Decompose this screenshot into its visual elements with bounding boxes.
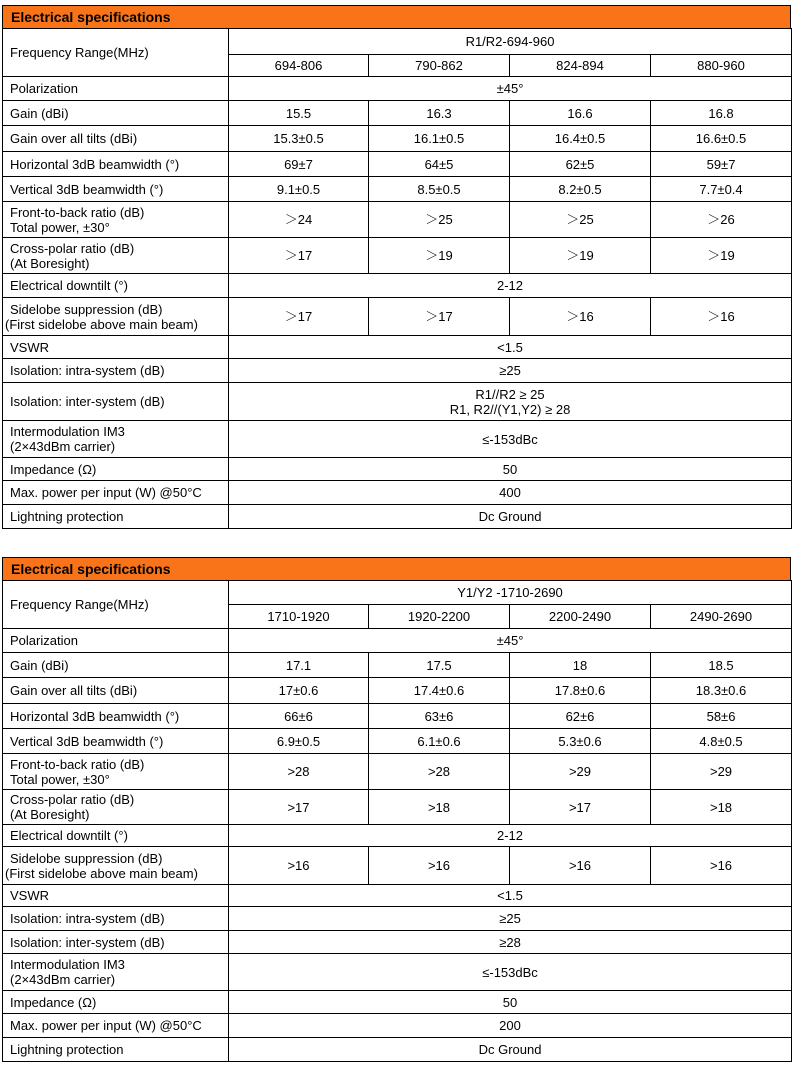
lightning-value: Dc Ground bbox=[229, 505, 792, 529]
im3-value: ≤-153dBc bbox=[229, 954, 792, 991]
spec-table-1 bbox=[2, 5, 791, 529]
sidelobe-cell: >16 bbox=[229, 847, 369, 885]
sidelobe-cell: ＞17 bbox=[369, 298, 510, 336]
lightning-label: Lightning protection bbox=[3, 1038, 229, 1062]
hbw-cell: 62±6 bbox=[510, 704, 651, 729]
band-label: R1/R2-694-960 bbox=[229, 29, 792, 55]
band-label: Y1/Y2 -1710-2690 bbox=[229, 581, 792, 605]
hbw-cell: 58±6 bbox=[651, 704, 792, 729]
hbw-cell: 59±7 bbox=[651, 152, 792, 177]
ftb-cell: ＞26 bbox=[651, 202, 792, 238]
im3-value: ≤-153dBc bbox=[229, 421, 792, 458]
downtilt-label: Electrical downtilt (°) bbox=[3, 274, 229, 298]
iso-inter-label: Isolation: inter-system (dB) bbox=[3, 931, 229, 954]
band-cell: 694-806 bbox=[229, 55, 369, 77]
power-value: 400 bbox=[229, 481, 792, 505]
gain-cell: 16.6 bbox=[510, 101, 651, 126]
vbw-label: Vertical 3dB beamwidth (°) bbox=[3, 177, 229, 202]
frequency-label: Frequency Range(MHz) bbox=[3, 581, 229, 629]
xpol-label-line1: Cross-polar ratio (dB) bbox=[10, 792, 135, 807]
sidelobe-label-line1: Sidelobe suppression (dB) bbox=[10, 301, 163, 317]
xpol-label-line2: (At Boresight) bbox=[10, 255, 90, 271]
impedance-value: 50 bbox=[229, 458, 792, 481]
ftb-cell: >28 bbox=[229, 754, 369, 790]
gain-tilts-label: Gain over all tilts (dBi) bbox=[3, 126, 229, 152]
iso-inter-line: R1//R2 ≥ 25 bbox=[475, 386, 545, 402]
gain-tilts-cell: 16.1±0.5 bbox=[369, 126, 510, 152]
gain-tilts-cell: 17.8±0.6 bbox=[510, 678, 651, 704]
xpol-label bbox=[3, 238, 229, 274]
sidelobe-cell: >16 bbox=[651, 847, 792, 885]
hbw-cell: 64±5 bbox=[369, 152, 510, 177]
gain-tilts-cell: 17.4±0.6 bbox=[369, 678, 510, 704]
sidelobe-cell: ＞16 bbox=[510, 298, 651, 336]
ftb-label-line2: Total power, ±30° bbox=[10, 219, 110, 235]
spec-grid bbox=[2, 580, 792, 1062]
lightning-value: Dc Ground bbox=[229, 1038, 792, 1062]
sidelobe-cell: >16 bbox=[369, 847, 510, 885]
gain-cell: 18 bbox=[510, 653, 651, 678]
frequency-label: Frequency Range(MHz) bbox=[3, 29, 229, 77]
im3-label bbox=[3, 421, 229, 458]
polarization-value: ±45° bbox=[229, 77, 792, 101]
iso-inter-label: Isolation: inter-system (dB) bbox=[3, 383, 229, 421]
sidelobe-label bbox=[3, 847, 229, 885]
gain-cell: 17.5 bbox=[369, 653, 510, 678]
gain-tilts-cell: 18.3±0.6 bbox=[651, 678, 792, 704]
sidelobe-cell: >16 bbox=[510, 847, 651, 885]
vbw-cell: 9.1±0.5 bbox=[229, 177, 369, 202]
gain-label: Gain (dBi) bbox=[3, 653, 229, 678]
xpol-cell: ＞19 bbox=[369, 238, 510, 274]
vbw-cell: 4.8±0.5 bbox=[651, 729, 792, 754]
iso-intra-value: ≥25 bbox=[229, 359, 792, 383]
gain-cell: 16.3 bbox=[369, 101, 510, 126]
gain-cell: 16.8 bbox=[651, 101, 792, 126]
gain-tilts-cell: 16.4±0.5 bbox=[510, 126, 651, 152]
band-cell: 824-894 bbox=[510, 55, 651, 77]
lightning-label: Lightning protection bbox=[3, 505, 229, 529]
sidelobe-cell: ＞16 bbox=[651, 298, 792, 336]
downtilt-value: 2-12 bbox=[229, 825, 792, 847]
table-header: Electrical specifications bbox=[2, 557, 791, 580]
ftb-cell: >29 bbox=[651, 754, 792, 790]
power-value: 200 bbox=[229, 1014, 792, 1038]
im3-label-line2: (2×43dBm carrier) bbox=[10, 439, 116, 454]
sidelobe-label bbox=[3, 298, 229, 336]
hbw-cell: 63±6 bbox=[369, 704, 510, 729]
xpol-cell: >18 bbox=[651, 790, 792, 825]
sidelobe-cell: ＞17 bbox=[229, 298, 369, 336]
ftb-cell: >29 bbox=[510, 754, 651, 790]
ftb-cell: ＞24 bbox=[229, 202, 369, 238]
im3-label-line2: (2×43dBm carrier) bbox=[10, 972, 116, 987]
impedance-label: Impedance (Ω) bbox=[3, 991, 229, 1014]
band-cell: 790-862 bbox=[369, 55, 510, 77]
power-label: Max. power per input (W) @50°C bbox=[3, 1014, 229, 1038]
xpol-cell: >17 bbox=[229, 790, 369, 825]
table-header: Electrical specifications bbox=[2, 5, 791, 28]
gain-label: Gain (dBi) bbox=[3, 101, 229, 126]
vswr-value: <1.5 bbox=[229, 885, 792, 907]
gain-tilts-cell: 15.3±0.5 bbox=[229, 126, 369, 152]
ftb-label-line1: Front-to-back ratio (dB) bbox=[10, 756, 145, 772]
iso-inter-value: ≥28 bbox=[229, 931, 792, 954]
gain-tilts-label: Gain over all tilts (dBi) bbox=[3, 678, 229, 704]
polarization-label: Polarization bbox=[3, 629, 229, 653]
gain-cell: 17.1 bbox=[229, 653, 369, 678]
vbw-cell: 6.1±0.6 bbox=[369, 729, 510, 754]
xpol-cell: ＞17 bbox=[229, 238, 369, 274]
vbw-label: Vertical 3dB beamwidth (°) bbox=[3, 729, 229, 754]
polarization-value: ±45° bbox=[229, 629, 792, 653]
gain-cell: 15.5 bbox=[229, 101, 369, 126]
xpol-cell: >17 bbox=[510, 790, 651, 825]
band-cell: 1920-2200 bbox=[369, 605, 510, 629]
polarization-label: Polarization bbox=[3, 77, 229, 101]
downtilt-label: Electrical downtilt (°) bbox=[3, 825, 229, 847]
ftb-label-line2: Total power, ±30° bbox=[10, 771, 110, 787]
xpol-cell: >18 bbox=[369, 790, 510, 825]
ftb-cell: ＞25 bbox=[369, 202, 510, 238]
iso-inter-line: R1, R2//(Y1,Y2) ≥ 28 bbox=[449, 401, 571, 417]
vbw-cell: 5.3±0.6 bbox=[510, 729, 651, 754]
ftb-cell: ＞25 bbox=[510, 202, 651, 238]
xpol-cell: ＞19 bbox=[510, 238, 651, 274]
hbw-cell: 62±5 bbox=[510, 152, 651, 177]
band-cell: 2200-2490 bbox=[510, 605, 651, 629]
gain-cell: 18.5 bbox=[651, 653, 792, 678]
vbw-cell: 8.2±0.5 bbox=[510, 177, 651, 202]
iso-intra-label: Isolation: intra-system (dB) bbox=[3, 359, 229, 383]
power-label: Max. power per input (W) @50°C bbox=[3, 481, 229, 505]
hbw-label: Horizontal 3dB beamwidth (°) bbox=[3, 704, 229, 729]
im3-label-line1: Intermodulation IM3 bbox=[10, 957, 125, 972]
band-cell: 880-960 bbox=[651, 55, 792, 77]
xpol-label bbox=[3, 790, 229, 825]
hbw-label: Horizontal 3dB beamwidth (°) bbox=[3, 152, 229, 177]
iso-intra-label: Isolation: intra-system (dB) bbox=[3, 907, 229, 931]
ftb-label bbox=[3, 754, 229, 790]
impedance-label: Impedance (Ω) bbox=[3, 458, 229, 481]
xpol-label-line2: (At Boresight) bbox=[10, 807, 90, 822]
band-cell: 1710-1920 bbox=[229, 605, 369, 629]
hbw-cell: 69±7 bbox=[229, 152, 369, 177]
iso-intra-value: ≥25 bbox=[229, 907, 792, 931]
gain-tilts-cell: 16.6±0.5 bbox=[651, 126, 792, 152]
sidelobe-label-line2: (First sidelobe above main beam) bbox=[5, 865, 198, 881]
spec-grid bbox=[2, 28, 792, 529]
hbw-cell: 66±6 bbox=[229, 704, 369, 729]
im3-label bbox=[3, 954, 229, 991]
iso-inter-value bbox=[229, 383, 792, 421]
vbw-cell: 7.7±0.4 bbox=[651, 177, 792, 202]
im3-label-line1: Intermodulation IM3 bbox=[10, 424, 125, 439]
ftb-cell: >28 bbox=[369, 754, 510, 790]
downtilt-value: 2-12 bbox=[229, 274, 792, 298]
sidelobe-label-line2: (First sidelobe above main beam) bbox=[5, 316, 198, 332]
band-cell: 2490-2690 bbox=[651, 605, 792, 629]
impedance-value: 50 bbox=[229, 991, 792, 1014]
xpol-label-line1: Cross-polar ratio (dB) bbox=[10, 240, 135, 256]
vswr-value: <1.5 bbox=[229, 336, 792, 359]
gain-tilts-cell: 17±0.6 bbox=[229, 678, 369, 704]
vbw-cell: 6.9±0.5 bbox=[229, 729, 369, 754]
vbw-cell: 8.5±0.5 bbox=[369, 177, 510, 202]
sidelobe-label-line1: Sidelobe suppression (dB) bbox=[10, 850, 163, 866]
ftb-label-line1: Front-to-back ratio (dB) bbox=[10, 204, 145, 220]
xpol-cell: ＞19 bbox=[651, 238, 792, 274]
vswr-label: VSWR bbox=[3, 885, 229, 907]
spec-table-2 bbox=[2, 557, 791, 1062]
ftb-label bbox=[3, 202, 229, 238]
vswr-label: VSWR bbox=[3, 336, 229, 359]
